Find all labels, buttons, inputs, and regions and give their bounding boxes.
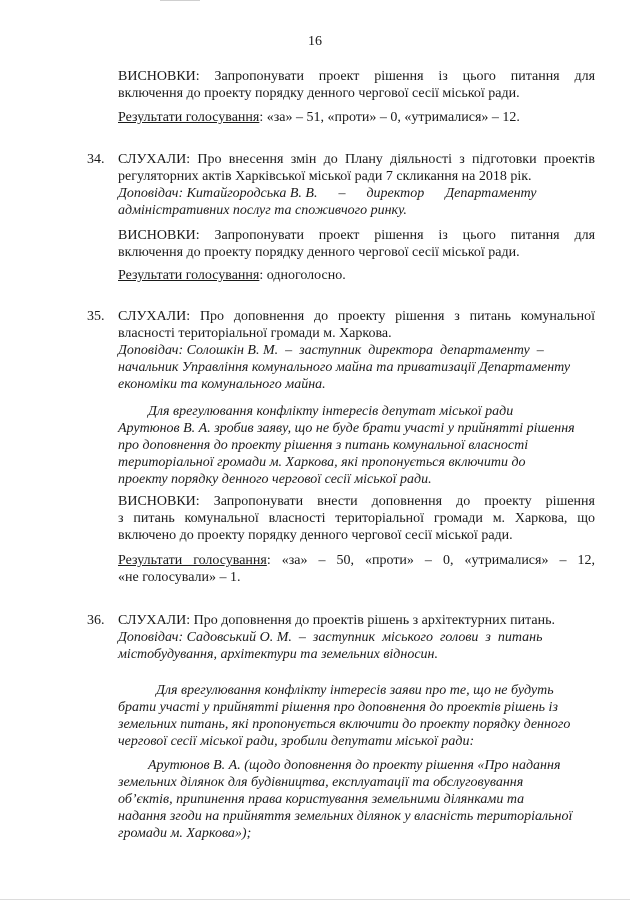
intro-conclusion-line1: ВИСНОВКИ: Запропонувати проект рішення із цього питання для xyxy=(118,69,596,84)
speaker-line3: економіки та комунального майна. xyxy=(118,377,326,392)
item-36-number: 36. xyxy=(87,613,105,628)
heard-line2: власності територіальної громади м. Харкова. xyxy=(118,326,392,341)
heard-line1: СЛУХАЛИ: Про доповнення до проектів рішень з архітектурних питань. xyxy=(118,613,555,628)
item-35-vote xyxy=(118,552,595,586)
conclusion-line1: ВИСНОВКИ: Запропонувати проект рішення із цього питання для xyxy=(118,228,596,243)
item-36-heard xyxy=(118,612,595,629)
conflict-line4: територіальної громади м. Харкова, які пропонується включити до xyxy=(118,455,526,470)
speaker-line2: містобудування, архітектури та земельних відносин. xyxy=(118,647,438,662)
deputy-line2: земельних ділянок для будівництва, експлуатації та обслуговування xyxy=(118,775,524,790)
heard-line1: СЛУХАЛИ: Про внесення змін до Плану діяльності з підготовки проектів xyxy=(118,152,595,167)
scan-artifact-top xyxy=(160,0,200,1)
item-35-heard xyxy=(118,308,595,342)
item-36-conflict-statement xyxy=(118,682,595,750)
conflict-line5: проекту порядку денного чергової сесії міської ради. xyxy=(118,472,432,487)
deputy-line1: Арутюнов В. А. (щодо доповнення до проекту рішення «Про надання xyxy=(148,758,561,773)
page-number: 16 xyxy=(308,34,322,49)
speaker-line1: Доповідач: Садовський О. М. – заступник міського голови з питань xyxy=(118,630,543,645)
vote-line2: «не голосували» – 1. xyxy=(118,570,241,585)
conflict-line1: Для врегулювання конфлікту інтересів заяви про те, що не будуть xyxy=(156,683,554,698)
item-34-number: 34. xyxy=(87,152,105,167)
item-34-vote xyxy=(118,267,595,284)
item-34-conclusion xyxy=(118,227,595,261)
speaker-line2: начальник Управління комунального майна та приватизації Департаменту xyxy=(118,360,571,375)
conflict-line2: брати участі у прийнятті рішення про доповнення до проектів рішень із xyxy=(118,700,558,715)
conclusion-line1: ВИСНОВКИ: Запропонувати внести доповнення до проекту рішення xyxy=(118,494,595,509)
item-35-number: 35. xyxy=(87,309,105,324)
conflict-line3: земельних питань, які пропонується включити до проекту порядку денного xyxy=(118,717,571,732)
item-35-conclusion xyxy=(118,493,595,544)
conclusion-line3: включено до проекту порядку денного чергової сесії міської ради. xyxy=(118,528,513,543)
vote-text: : «за» – 51, «проти» – 0, «утрималися» – 12. xyxy=(259,110,520,125)
heard-line2: регуляторних актів Харківської міської ради 7 скликання на 2018 рік. xyxy=(118,169,532,184)
intro-conclusion-line2: включення до проекту порядку денного чергової сесії міської ради. xyxy=(118,86,520,101)
conclusion-line2: з питань комунальної власності територіальної громади м. Харкова, що xyxy=(118,511,595,526)
conflict-line2: Арутюнов В. А. зробив заяву, що не буде брати участі у прийнятті рішення xyxy=(118,421,575,436)
vote-text: : одноголосно. xyxy=(259,268,346,283)
deputy-line5: громади м. Харкова»); xyxy=(118,826,252,841)
deputy-line3: об’єктів, припинення права користування земельними ділянками та xyxy=(118,792,525,807)
vote-label: Результати голосування xyxy=(118,110,260,125)
item-34-heard xyxy=(118,151,595,185)
conflict-line3: про доповнення до проекту рішення з питань комунальної власності xyxy=(118,438,529,453)
speaker-line2: адміністративних послуг та споживчого ринку. xyxy=(118,203,407,218)
speaker-line1: Доповідач: Солошкін В. М. – заступник директора департаменту – xyxy=(118,343,544,358)
speaker-line1: Доповідач: Китайгородська В. В. – директор Департаменту xyxy=(118,186,537,201)
vote-label: Результати голосування xyxy=(118,268,260,283)
conflict-line4: чергової сесії міської ради, зробили депутати міської ради: xyxy=(118,734,475,749)
deputy-line4: надання згоди на прийняття земельних ділянок у власність територіальної xyxy=(118,809,573,824)
item-35-conflict-statement xyxy=(118,403,595,488)
vote-line1: Результати голосування: «за» – 50, «проти» – 0, «утрималися» – 12, xyxy=(118,553,595,568)
item-34-speaker xyxy=(118,185,595,219)
conclusion-line2: включення до проекту порядку денного чергової сесії міської ради. xyxy=(118,245,520,260)
item-36-speaker xyxy=(118,629,595,663)
item-36-deputy-statement xyxy=(118,757,595,842)
intro-conclusion xyxy=(118,68,595,102)
conflict-line1: Для врегулювання конфлікту інтересів депутат міської ради xyxy=(148,404,514,419)
heard-line1: СЛУХАЛИ: Про доповнення до проекту рішення з питань комунальної xyxy=(118,309,596,324)
intro-vote xyxy=(118,109,595,126)
scan-artifact-bottom xyxy=(0,899,630,900)
item-35-speaker xyxy=(118,342,595,393)
